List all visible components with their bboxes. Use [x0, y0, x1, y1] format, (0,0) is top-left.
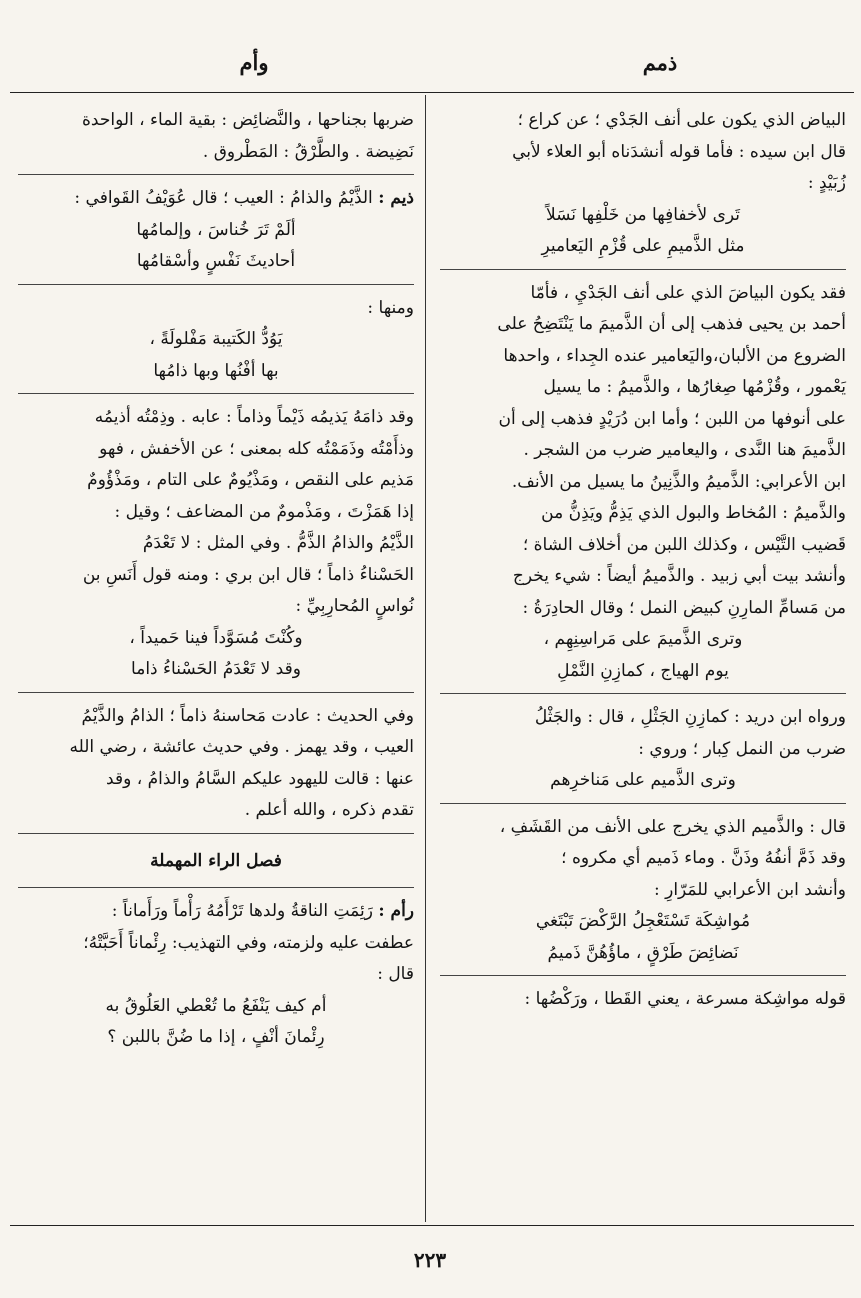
dictionary-entry — [18, 896, 414, 928]
right-column — [440, 105, 846, 1016]
verse-line: وترى الذَّميم على مَناخرِهم — [550, 770, 736, 790]
text-line: زُبَيْدٍ : — [807, 173, 846, 193]
top-rule — [10, 92, 854, 93]
text-line: تقدم ذكره ، والله أعلم . — [244, 800, 414, 820]
text-line: نَضِيضة . والطَّرْقُ : المَطْروق . — [202, 141, 414, 162]
separator-rule — [440, 975, 846, 976]
text-line: الحَسْناءُ ذاماً ؛ قال ابن بري : ومنه قول أَنَسِ بن — [82, 564, 414, 585]
bottom-rule — [10, 1225, 854, 1226]
text-line: عنها : قالت لليهود عليكم السَّامُ والذامُ ، وقد — [106, 768, 414, 789]
verse-line: أم كيف يَنْفَعُ ما تُعْطي العَلُوقُ به — [105, 995, 327, 1016]
text-line: قال : والذَّميم الذي يخرج على الأنف من القَشَفِ ، — [499, 816, 846, 837]
verse-line: تَرى لأخفافِها من خَلْفِها نَسَلاً — [546, 204, 740, 225]
verse-line: بها أفْنُها وبها ذامُها — [153, 360, 279, 381]
text-line: ابن الأعرابي: الذَّميمُ والذَّنِينُ ما يسيل من الأنف. — [511, 471, 846, 492]
text-line: من مَسامِّ المارِنِ كبيض النمل ؛ وقال الحادِرَةُ : — [522, 597, 846, 618]
separator-rule — [440, 693, 846, 694]
verse-line: ألَمْ تَرَ خُناسَ ، وإلمامُها — [136, 219, 296, 240]
separator-rule — [18, 174, 414, 175]
text-line: الذَّميمَ هنا النَّدى ، واليعامير ضرب من الشجر . — [523, 440, 846, 460]
separator-rule — [18, 284, 414, 285]
text-line: الذَّيْمُ والذامُ الذَّمُّ . وفي المثل : لا تَعْدَمُ — [142, 533, 414, 553]
verse-line: رِئْمانَ أنْفٍ ، إذا ما ضُنَّ باللبن ؟ — [107, 1027, 325, 1047]
text-line: وأنشد بيت أبي زبيد . والذَّميمُ أيضاً : شيء يخرج — [512, 566, 846, 586]
separator-rule — [18, 393, 414, 394]
verse-line: نَضائِضَ طَرْقٍ ، ماؤُهُنَّ ذَميمُ — [547, 942, 739, 963]
separator-rule — [18, 887, 414, 888]
text-line: ورواه ابن دريد : كمازِنِ الجَثْلِ ، قال : والجَثْلُ — [534, 707, 846, 727]
text-line: يَعْمور ، وقُزْمُها صِغارُها ، والذَّميمُ : ما يسيل — [543, 377, 846, 397]
text-line: قَضيب التَّيْس ، وكذلك اللبن من أخلاف الشاة ؛ — [522, 534, 846, 555]
section-title: فصل الراء المهملة — [150, 850, 282, 871]
text-line: وقد ذامَهُ يَذيمُه ذَيْماً وذاماً : عابه . وذِمْتُه أذيمُه — [94, 407, 414, 427]
left-column — [18, 105, 414, 1054]
verse-line: وترى الذَّميمَ على مَراسِنِهِم ، — [543, 629, 743, 649]
entry-text: رَئِمَتِ الناقةُ ولدها تَرْأَمُهُ رَأْماً ورَأَماناً : — [111, 901, 379, 921]
text-line: فقد يكون البياضَ الذي على أنف الجَدْيِ ، فأمّا — [530, 282, 846, 303]
text-line: وفي الحديث : عادت مَحاسنهُ ذاماً ؛ الذامُ والذَّيْمُ — [81, 705, 414, 726]
verse-line: مُواشِكَة تَسْتَعْجِلُ الرَّكْضَ تَبْتَغي — [535, 911, 751, 931]
header-headword-right: ذمم — [642, 50, 678, 75]
text-line: أحمد بن يحيى فذهب إلى أن الذَّميمَ ما يَنْتَضِحُ على — [497, 314, 846, 334]
text-line: والذَّميمُ : المُخاط والبول الذي يَذِمُّ ويَذِنُّ من — [541, 503, 846, 523]
text-line: مَذيم على النقص ، ومَذْيُومٌ على التام ، ومَذْؤُومٌ — [87, 470, 414, 490]
text-line: قال : — [377, 964, 414, 984]
dictionary-entry — [18, 183, 414, 215]
separator-rule — [18, 692, 414, 693]
column-divider — [425, 95, 426, 1222]
text-line: نُواسٍ المُحارِبِيِّ : — [295, 596, 414, 616]
text-line: على أنوفها من اللبن ؛ وأما ابن دُرَيْدٍ فذهب إلى أن — [498, 408, 846, 429]
text-line: قال ابن سيده : فأما قوله أنشدَناه أبو العلاء لأبي — [512, 141, 846, 162]
verse-line: يَوُدُّ الكَتيبة مَفْلولَةً ، — [149, 329, 283, 349]
text-line: وأنشد ابن الأعرابي للمَرّارِ : — [653, 879, 846, 900]
entry-headword: رأم : — [378, 901, 414, 921]
text-line: ضربها بجناحها ، والنَّضائِض : بقية الماء ، الواحدة — [82, 110, 414, 130]
verse-line: وكُنْتَ مُسَوَّداً فينا حَميداً ، — [129, 627, 303, 648]
text-line: البياض الذي يكون على أنف الجَدْي ؛ عن كراع ؛ — [517, 110, 846, 130]
entry-text: الذَّيْمُ والذامُ : العيب ؛ قال عُوَيْفُ القَوافي : — [74, 188, 379, 208]
text-line: عطفت عليه ولزمته، وفي التهذيب: رِئْماناً أَحَبَّتْهُ؛ — [83, 932, 414, 953]
page-number: ٢٢٣ — [413, 1248, 447, 1272]
text-line: إذا هَمَزْتَ ، ومَذْمومٌ من المضاعف ؛ وقيل : — [114, 501, 414, 522]
header-headword-left: وأم — [239, 50, 269, 75]
verse-line: يوم الهياج ، كمازِنِ النَّمْلِ — [557, 660, 729, 681]
text-line: قوله مواشِكة مسرعة ، يعني القَطا ، ورَكْضُها : — [524, 989, 846, 1009]
separator-rule — [440, 803, 846, 804]
verse-line: مثل الذَّميمِ على قُزْمِ اليَعاميرِ — [541, 236, 745, 256]
text-line: العيب ، وقد يهمز . وفي حديث عائشة ، رضي الله — [69, 737, 414, 757]
text-line: ضرب من النمل كِبار ؛ وروي : — [638, 738, 846, 759]
text-line: ومنها : — [367, 297, 414, 318]
entry-headword: ذيم : — [378, 188, 414, 208]
separator-rule — [18, 833, 414, 834]
verse-line: أحاديثَ نَفْسٍ وأسْقامُها — [136, 251, 296, 271]
text-line: الضروع من الألبان،واليَعامير عنده الجِداء ، واحدها — [503, 345, 846, 366]
separator-rule — [440, 269, 846, 270]
text-line: وقد ذَمَّ أنفُهُ وذَنَّ . وماء ذَميم أي مكروه ؛ — [561, 848, 846, 868]
verse-line: وقد لا تَعْدَمُ الحَسْناءُ ذاما — [131, 659, 301, 679]
text-line: وذأَمْتُه وذَمَمْتُه كله بمعنى ؛ عن الأخفش ، فهو — [99, 438, 414, 459]
